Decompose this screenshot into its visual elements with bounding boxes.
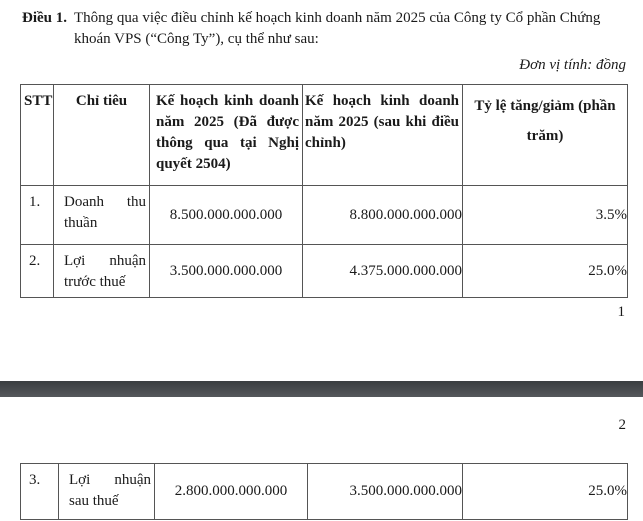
row-stt: 1.: [21, 186, 54, 245]
document-page-2: [0, 397, 643, 521]
article-label: Điều 1.: [22, 10, 67, 26]
table-header-row: [21, 85, 628, 186]
business-plan-table-continued: [20, 463, 628, 520]
row-adjusted-plan: 3.500.000.000.000: [308, 464, 463, 520]
row-indicator: Lợi nhuận sau thuế: [59, 464, 155, 520]
row-stt: 2.: [21, 245, 54, 298]
row-change-rate: 3.5%: [463, 186, 628, 245]
row-change-rate: 25.0%: [463, 245, 628, 298]
unit-label: Đơn vị tính: đồng: [519, 57, 626, 73]
table-row: [21, 245, 628, 298]
row-approved-plan: 3.500.000.000.000: [150, 245, 303, 298]
header-approved-plan: Kế hoạch kinh doanh năm 2025 (Đã được thông qua tại Nghị quyết 2504): [150, 85, 303, 186]
header-change-rate: Tỷ lệ tăng/giảm (phần trăm): [463, 85, 628, 186]
row-adjusted-plan: 8.800.000.000.000: [303, 186, 463, 245]
row-stt: 3.: [21, 464, 59, 520]
row-indicator: Doanh thu thuần: [54, 186, 150, 245]
row-approved-plan: 8.500.000.000.000: [150, 186, 303, 245]
business-plan-table: [20, 84, 628, 298]
article-text: Thông qua việc điều chỉnh kế hoạch kinh doanh năm 2025 của Công ty Cổ phần Chứng khoán VPS (“Công Ty”), cụ thể như sau:: [74, 10, 601, 47]
row-adjusted-plan: 4.375.000.000.000: [303, 245, 463, 298]
table-row: [21, 464, 628, 520]
row-change-rate: 25.0%: [463, 464, 628, 520]
row-indicator: Lợi nhuận trước thuế: [54, 245, 150, 298]
page-number: 2: [618, 417, 626, 433]
header-adjusted-plan: Kế hoạch kinh doanh năm 2025 (sau khi điều chỉnh): [303, 85, 463, 186]
page-break-divider: [0, 381, 643, 397]
page-number: 1: [617, 304, 625, 320]
header-indicator: Chỉ tiêu: [54, 85, 150, 186]
row-approved-plan: 2.800.000.000.000: [155, 464, 308, 520]
header-stt: STT: [21, 85, 54, 186]
table-row: [21, 186, 628, 245]
